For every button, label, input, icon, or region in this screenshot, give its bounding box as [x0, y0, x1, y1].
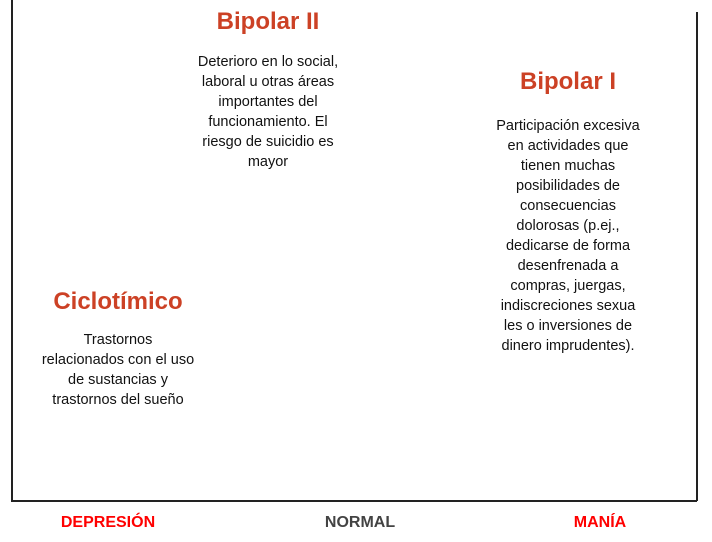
desc-line: Trastornos [83, 332, 153, 348]
desc-line: riesgo de suicidio es [202, 134, 334, 150]
ciclotimico-title: Ciclotímico [53, 288, 183, 315]
desc-line: laboral u otras áreas [201, 74, 335, 90]
desc-line: mayor [247, 154, 289, 170]
desc-line: Deterioro en lo social, [197, 54, 339, 70]
desc-line: dedicarse de forma [505, 238, 631, 254]
axis-label-depresion: DEPRESIÓN [60, 514, 156, 531]
axis-left-line [11, 0, 13, 501]
ciclotimico-description [18, 330, 218, 410]
desc-line: trastornos del sueño [52, 392, 184, 408]
desc-line: de sustancias y [68, 372, 168, 388]
desc-line: relacionados con el uso [41, 352, 195, 368]
desc-line: importantes del [218, 94, 318, 110]
bipolar-ii-block [168, 8, 368, 172]
axis-label-normal: NORMAL [324, 514, 396, 531]
bipolar-ii-description [168, 52, 368, 172]
bipolar-i-description [470, 116, 666, 356]
axis-bottom-line [11, 500, 697, 502]
bipolar-i-block [470, 68, 666, 356]
desc-line: compras, juergas, [510, 278, 626, 294]
desc-line: desenfrenada a [517, 258, 619, 274]
axis-label-mania: MANÍA [573, 514, 627, 531]
bipolar-i-title: Bipolar I [519, 68, 616, 95]
desc-line: dolorosas (p.ej., [516, 218, 620, 234]
desc-line: en actividades que [507, 138, 629, 154]
desc-line: posibilidades de [516, 178, 620, 194]
ciclotimico-block [18, 288, 218, 410]
desc-line: Participación excesiva [496, 118, 640, 134]
desc-line: consecuencias [520, 198, 616, 214]
desc-line: funcionamiento. El [208, 114, 328, 130]
desc-line: dinero imprudentes). [501, 338, 635, 354]
desc-line: indiscreciones sexua [500, 298, 636, 314]
desc-line: tienen muchas [520, 158, 616, 174]
axis-right-line [696, 12, 698, 501]
desc-line: les o inversiones de [503, 318, 633, 334]
bipolar-ii-title: Bipolar II [216, 8, 320, 35]
